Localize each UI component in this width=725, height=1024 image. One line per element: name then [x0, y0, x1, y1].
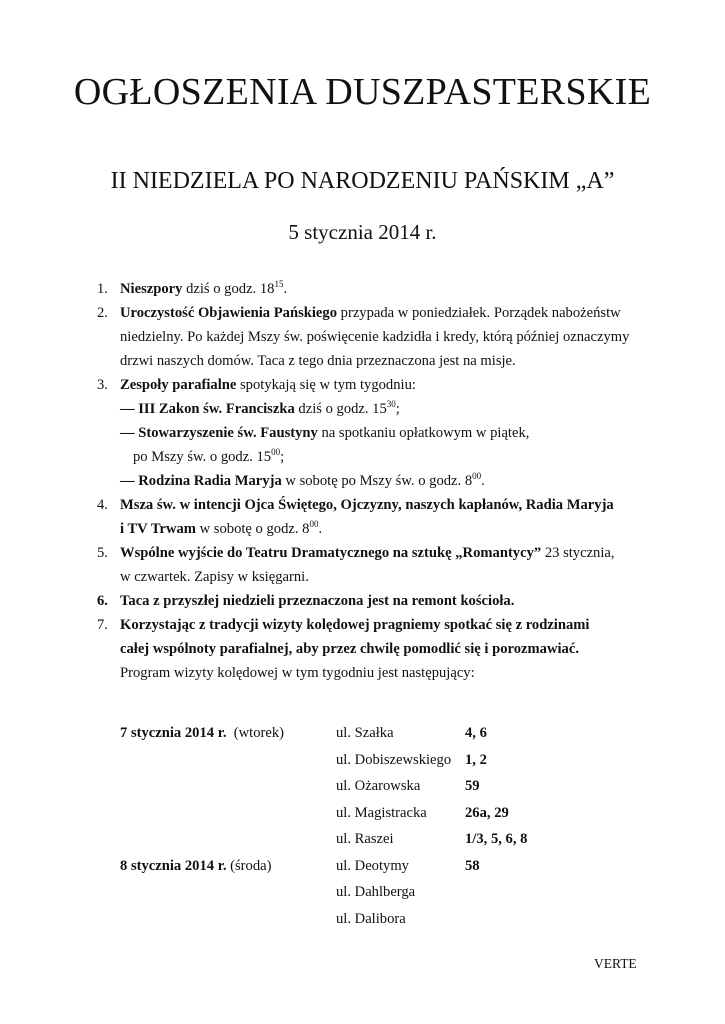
- announcement-item-4: [97, 493, 677, 541]
- sub-item-text: dziś o godz. 15: [294, 401, 387, 417]
- visit-row: [120, 747, 620, 774]
- item-bold-text: Nieszpory: [120, 281, 183, 297]
- visit-street: ul. Ożarowska: [336, 778, 421, 794]
- item-text: 23 stycznia,: [541, 545, 615, 561]
- item-number: 3.: [97, 377, 108, 393]
- item-bold-text: Zespoły parafialne: [120, 377, 237, 393]
- page-title: OGŁOSZENIA DUSZPASTERSKIE: [73, 71, 652, 113]
- item-bold-text: Uroczystość Objawienia Pańskiego: [120, 305, 338, 321]
- visit-row: [120, 800, 620, 827]
- sub-item-text: ;: [395, 401, 400, 417]
- item-line: drzwi naszych domów. Taca z tego dnia przeznaczona jest na misje.: [120, 353, 516, 369]
- visit-row: [120, 773, 620, 800]
- item-bold-text: i TV Trwam: [120, 521, 196, 537]
- visit-row: [120, 879, 620, 906]
- announcement-item-7: [97, 613, 677, 685]
- visit-date: [120, 853, 271, 880]
- item-number: 6.: [97, 593, 108, 609]
- visit-house-numbers: 26a, 29: [465, 804, 509, 821]
- visit-day: (wtorek): [226, 725, 285, 741]
- sub-item-bold: — Rodzina Radia Maryja: [120, 473, 282, 489]
- item-text: dziś o godz. 18: [182, 281, 275, 297]
- visit-row: [120, 720, 620, 747]
- visit-street: ul. Magistracka: [336, 804, 427, 821]
- item-line: niedzielny. Po każdej Mszy św. poświęcenie kadzidła i kredy, którą później oznaczymy: [120, 329, 630, 345]
- time-minutes: 15: [274, 279, 284, 289]
- visit-street: ul. Dahlberga: [336, 884, 416, 900]
- item-line: [120, 373, 677, 397]
- page-subtitle: II NIEDZIELA PO NARODZENIU PAŃSKIM „A”: [110, 168, 615, 194]
- visit-house-numbers: 58: [465, 857, 480, 874]
- item-line: Taca z przyszłej niedzieli przeznaczona jest na remont kościoła.: [120, 593, 515, 609]
- visit-schedule: [120, 720, 620, 932]
- item-line: [120, 517, 677, 541]
- item-text: .: [318, 521, 323, 537]
- item-bold-text: Wspólne wyjście do Teatru Dramatycznego na sztukę „Romantycy”: [120, 545, 542, 561]
- verte-label: VERTE: [594, 956, 637, 971]
- sub-item-faustyny-cont: [120, 445, 677, 469]
- sub-item-text: na spotkaniu opłatkowym w piątek,: [317, 425, 530, 441]
- sub-item-radio-maryja: [120, 469, 677, 493]
- announcement-item-5: [97, 541, 677, 589]
- visit-street: ul. Dalibora: [336, 910, 406, 927]
- visit-street: ul. Raszei: [336, 831, 394, 847]
- sub-item-bold: — III Zakon św. Franciszka: [120, 401, 295, 417]
- item-line: [120, 301, 677, 325]
- sub-item-faustyny: [120, 421, 677, 445]
- item-line: w czwartek. Zapisy w księgarni.: [120, 569, 309, 585]
- visit-street: ul. Szałka: [336, 725, 394, 741]
- sub-item-text: .: [481, 473, 485, 489]
- time-minutes: 00: [271, 447, 281, 457]
- announcement-item-2: [97, 301, 677, 373]
- sub-item-text: ;: [280, 449, 285, 465]
- sub-item-text: po Mszy św. o godz. 15: [133, 449, 272, 465]
- visit-house-numbers: 1, 2: [465, 751, 487, 768]
- visit-day: (środa): [226, 857, 272, 874]
- item-line: Msza św. w intencji Ojca Świętego, Ojczyzny, naszych kapłanów, Radia Maryja: [120, 497, 614, 513]
- visit-row: [120, 853, 620, 880]
- item-line: [120, 277, 677, 301]
- time-minutes: 00: [309, 519, 319, 529]
- item-text: w sobotę o godz. 8: [195, 521, 310, 537]
- item-line: [120, 541, 677, 565]
- announcement-list: [97, 277, 677, 685]
- time-minutes: 00: [472, 471, 482, 481]
- item-text: .: [283, 281, 288, 297]
- time-minutes: 30: [386, 399, 396, 409]
- visit-date: [120, 720, 284, 747]
- announcement-item-6: [97, 589, 677, 613]
- visit-street: ul. Dobiszewskiego: [336, 751, 452, 768]
- item-number: 1.: [97, 281, 108, 297]
- visit-row: [120, 906, 620, 933]
- announcement-item-3: [97, 373, 677, 493]
- sub-item-text: w sobotę po Mszy św. o godz. 8: [281, 473, 473, 489]
- visit-house-numbers: 59: [465, 778, 480, 794]
- visit-house-numbers: 4, 6: [465, 725, 487, 741]
- item-text: spotykają się w tym tygodniu:: [236, 377, 416, 393]
- item-number: 4.: [97, 497, 108, 513]
- item-number: 7.: [97, 617, 108, 633]
- item-line: całej wspólnoty parafialnej, aby przez chwilę pomodlić się i porozmawiać.: [120, 641, 579, 657]
- item-line: Korzystając z tradycji wizyty kolędowej pragniemy spotkać się z rodzinami: [120, 617, 590, 633]
- item-number: 5.: [97, 545, 108, 561]
- visit-date-bold: 8 stycznia 2014 r.: [120, 857, 227, 874]
- announcement-item-1: [97, 277, 677, 301]
- visit-row: [120, 826, 620, 853]
- page-date: 5 stycznia 2014 r.: [288, 220, 437, 244]
- sub-item-bold: — Stowarzyszenie św. Faustyny: [120, 425, 318, 441]
- visit-date-bold: 7 stycznia 2014 r.: [120, 725, 227, 741]
- item-number: 2.: [97, 305, 108, 321]
- visit-street: ul. Deotymy: [336, 857, 409, 874]
- item-text: przypada w poniedziałek. Porządek nabożeństw: [337, 305, 621, 321]
- sub-item-franciszka: [120, 397, 677, 421]
- item-line: Program wizyty kolędowej w tym tygodniu jest następujący:: [120, 665, 475, 681]
- visit-house-numbers: 1/3, 5, 6, 8: [465, 831, 528, 847]
